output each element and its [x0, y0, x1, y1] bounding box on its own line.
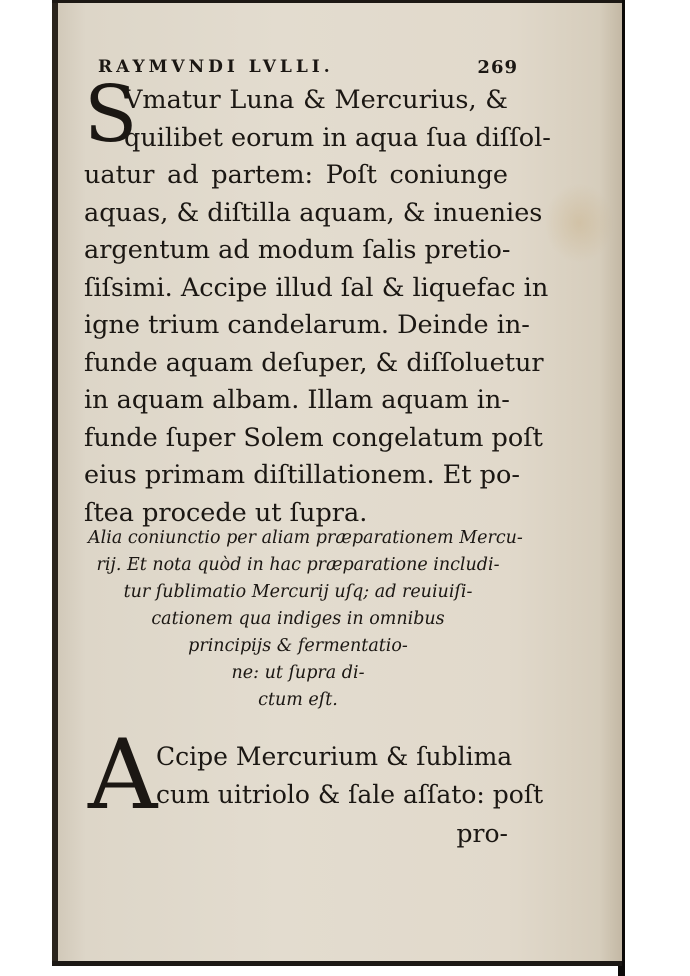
text-line: funde ſuper Solem congelatum poſt: [84, 422, 543, 453]
text-line: Ccipe Mercurium & ſublima: [156, 742, 513, 771]
text-line: argentum ad modum ſalis pretio-: [84, 235, 511, 265]
heading-line: rij. Et nota quòd in hac præparatione includi-: [96, 555, 500, 575]
text-line: eius primam diſtillationem. Et po-: [84, 460, 520, 490]
scan-margin-right: [625, 0, 690, 976]
paragraph-1: [84, 70, 551, 532]
page-number: 269: [477, 56, 518, 78]
text-line: in aquam albam. Illam aquam in-: [84, 385, 510, 415]
text-line: ſtea procede ut ſupra.: [84, 497, 368, 528]
heading-line: principijs & fermentatio-: [188, 636, 408, 656]
heading-line: ne: ut ſupra di-: [231, 663, 365, 683]
text-line: ſiſsimi. Accipe illud ſal & liquefac in: [84, 272, 549, 303]
drop-cap-a: A: [88, 719, 158, 831]
heading-line: Alia coniunctio per aliam præparationem Mercu-: [88, 528, 523, 548]
drop-cap-s: S: [84, 70, 138, 160]
text-line: funde aquam deſuper, & diſſoluetur: [84, 347, 544, 378]
text-line: quilibet eorum in aqua ſua diſſol-: [124, 122, 551, 153]
heading-line: ctum eſt.: [258, 690, 338, 710]
section-heading: [88, 525, 523, 714]
catchword: pro-: [456, 819, 508, 848]
text-line: uatur ad partem: Poſt coniunge: [84, 160, 508, 190]
text-line: Vmatur Luna & Mercurius, &: [124, 85, 508, 115]
paragraph-2: [156, 738, 544, 813]
text-line: igne trium candelarum. Deinde in-: [84, 310, 530, 340]
paper-stain: [544, 183, 614, 263]
running-title: RAYMVNDI LVLLI.: [98, 57, 334, 77]
text-line: aquas, & diſtilla aquam, & inuenies: [84, 197, 543, 228]
heading-line: tur ſublimatio Mercurij uſq; ad reuiuiſi-: [123, 582, 473, 602]
scan-margin-left: [0, 0, 52, 976]
text-line: cum uitriolo & ſale aſſato: poſt: [156, 779, 544, 809]
running-header: [98, 52, 518, 82]
heading-line: cationem qua indiges in omnibus: [151, 609, 445, 629]
